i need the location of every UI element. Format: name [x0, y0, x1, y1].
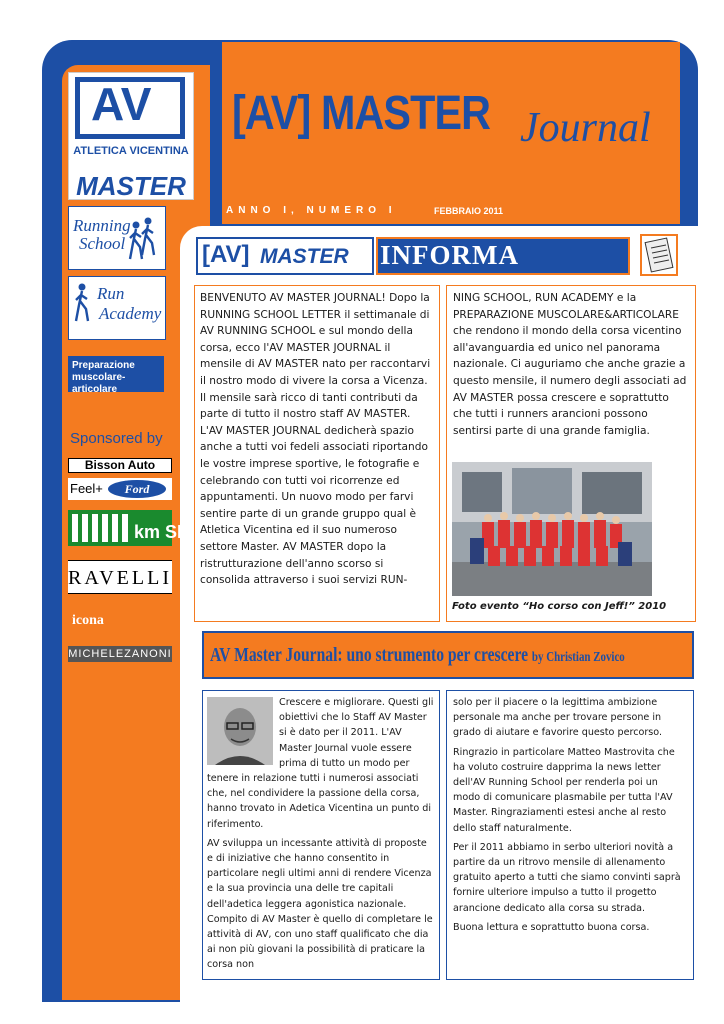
av-master-logo [68, 72, 194, 200]
sponsor-ravelli: RAVELLI [68, 560, 172, 594]
article2-paragraph-6: Buona lettura e soprattutto buona corsa. [453, 921, 650, 933]
informa-title: INFORMA [380, 240, 519, 270]
runner-icon [141, 217, 155, 257]
running-school-logo: Running School [68, 206, 166, 270]
sponsored-by-label: Sponsored by [70, 430, 163, 447]
journal-subtitle: Journal [520, 105, 651, 151]
article2-byline: by Christian Zovico [531, 650, 625, 665]
article1-text-right: NING SCHOOL, RUN ACADEMY e la PREPARAZIONE MUSCOLARE&ARTICOLARE che rendono il mondo della corsa vicentino all'avanguardia ed unico nel panorama nazionale. Ci auguriamo che anche grazie a questo mensile, il numero degli associati ad AV MASTER possa crescere e soprattutto che tutti i runners arancioni possono sentirsi parte di una grande famiglia. [453, 292, 687, 437]
article2-paragraph-5: Per il 2011 abbiamo in serbo ulteriori novità a partire da un ritrovo mensile di allenamento gratuito aperto a tutti che siamo convinti saprà fornire ulteriore impulso a tutto il progetto arancione dedicato alla corsa su strada. [453, 841, 681, 914]
informa-av-master-logo: [AV] MASTER [196, 237, 374, 275]
run-academy-logo: Run Academy [68, 276, 166, 340]
logo-master-text: MASTER [76, 171, 186, 201]
article2-paragraph-4: Ringrazio in particolare Matteo Mastrovita che ha voluto costruire dapprima la news letter dell'AV Running School per renderla poi un modo di comunicare plasmabile per tutta l'AV Master. Ringraziamenti estesi anche al resto dello staff naturalmente. [453, 746, 675, 834]
article2-right-column [446, 690, 694, 980]
runner-icon [129, 221, 143, 261]
sponsor-bisson-auto: Bisson Auto [68, 458, 172, 473]
journal-title: [AV] MASTER [232, 87, 491, 140]
author-photo [207, 697, 273, 765]
sponsor-feel-ford: Feel+ Ford [68, 478, 172, 500]
sponsor-km-sport [68, 510, 228, 546]
sponsor-michelezanoni: MICHELEZANONI [68, 648, 172, 660]
runner-icon [75, 283, 89, 323]
article2-paragraph-2: AV sviluppa un incessante attività di proposte e di iniziative che hanno consentito in particolare negli ultimi anni di rendere Vicenza e la sua provincia una delle tre capitali dell'adetica leggera agonistica nazionale. Compito di AV Master è quello di completare le attività di AV, con uno staff qualificato che dia ai non più giovani la possibilità di praticare la corsa non [207, 837, 433, 971]
issue-date: FEBBRAIO 2011 [434, 206, 504, 216]
km-sport-logo [68, 510, 228, 546]
photo-caption: Foto evento “Ho corso con Jeff!” 2010 [452, 601, 667, 612]
newspaper-icon [640, 234, 678, 276]
article1-text-left: BENVENUTO AV MASTER JOURNAL! Dopo la RUNNING SCHOOL LETTER il settimanale di AV RUNNING SCHOOL e sul mondo della corsa, ecco l'AV MASTER JOURNAL il mensile di AV MASTER nato per raccontarvi il nostro modo di vivere la corsa a Vicenza. Il mensile sarà ricco di tanti contributi da parte di tutto il nostro staff AV MASTER. L'AV MASTER JOURNAL dedicherà spazio anche a tutti voi fedeli associati riportando le vostre imprese sportive, le fotografie e celebrando con tutti voi ricorrenze ed appuntamenti. Un nuovo modo per farvi sentire parte di un grande gruppo qual è Atletica Vicentina ed il suo numeroso settore Master. AV MASTER dopo la ristrutturazione dell'anno scorso si consolida attraverso i suoi servizi RUN- [200, 292, 431, 587]
article2-left-column [202, 690, 440, 980]
svg-text:km SPORT: km SPORT [134, 522, 228, 542]
issue-number: ANNO I, NUMERO I [226, 205, 397, 216]
article2-paragraph-3: solo per il piacere o la legittima ambizione personale ma anche per trovare persone in grado di aiutare e favorire questo percorso. [453, 697, 663, 739]
sponsor-icona: icona [68, 610, 172, 632]
article2-paragraph-1: Crescere e migliorare. Questi gli obiettivi che lo Staff AV Master si è dato per il 2011. L'AV Master Journal vuole essere prima di tutto un modo per tenere in relazione tutti i numerosi associati che, nel condividere la passione della corsa, hanno trovato in Adetica Vicentina un punto di riferimento. [207, 697, 434, 830]
article1-left-column [194, 285, 440, 622]
logo-av-text: AV [91, 78, 152, 130]
ford-logo: Ford [108, 480, 166, 498]
event-photo [452, 462, 652, 596]
logo-club-name: ATLETICA VICENTINA [73, 145, 189, 157]
preparazione-box: Preparazione muscolare-articolare [68, 356, 164, 392]
article2-title: AV Master Journal: uno strumento per crescere by Christian Zovico [210, 644, 625, 666]
